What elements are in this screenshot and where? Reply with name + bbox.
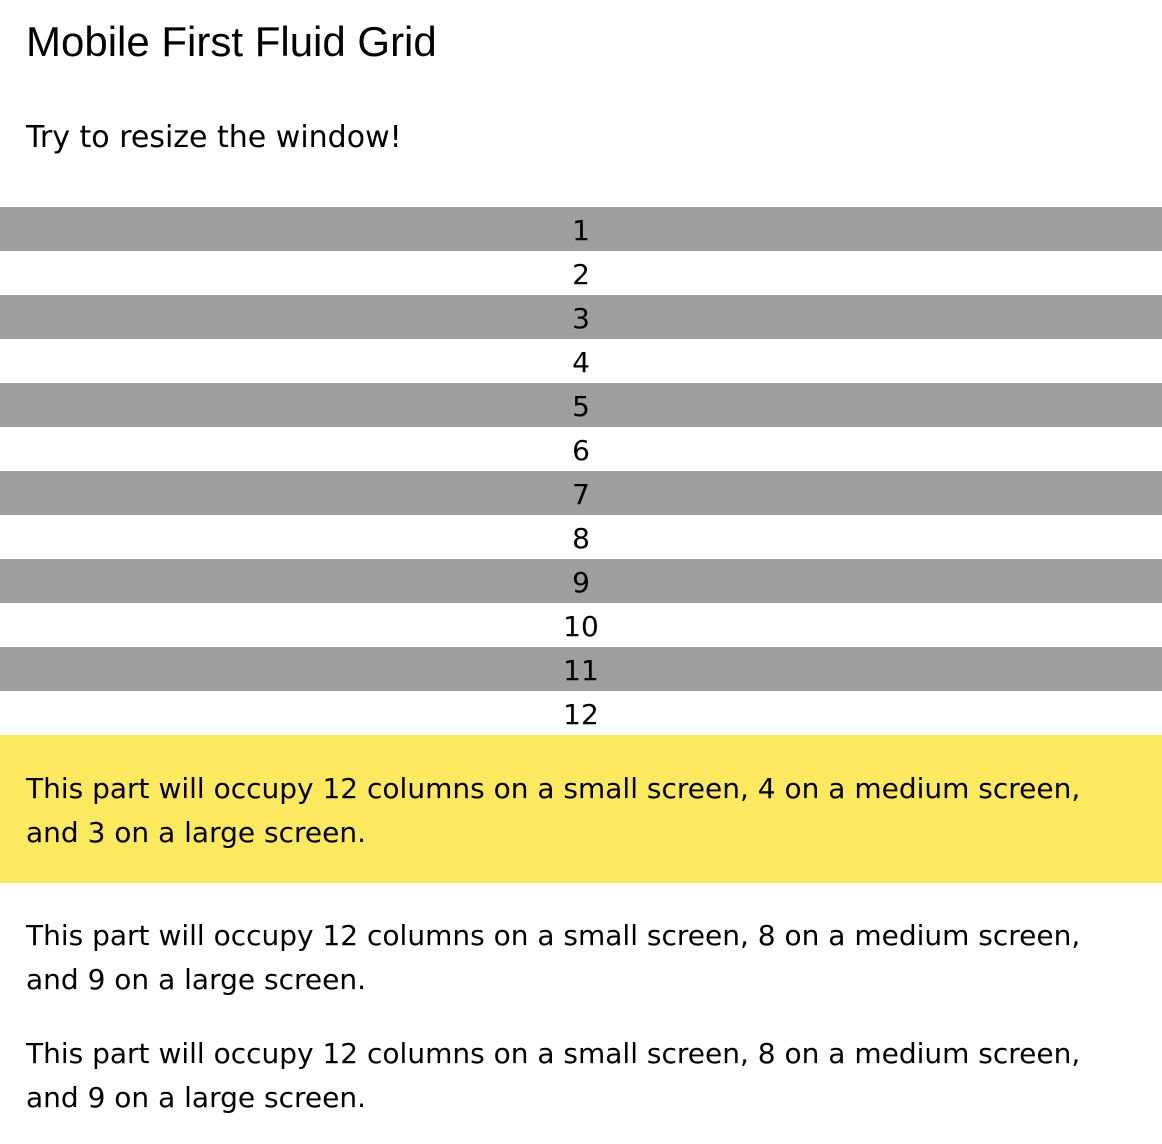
- intro-text: Try to resize the window!: [26, 120, 402, 155]
- page-title: Mobile First Fluid Grid: [26, 18, 437, 65]
- section-text: This part will occupy 12 columns on a small screen, 8 on a medium screen, and 9 on a large screen.: [26, 1037, 1081, 1114]
- grid-column-5: 5: [0, 383, 1162, 427]
- grid-column-3: 3: [0, 295, 1162, 339]
- grid-column-10: 10: [563, 610, 599, 643]
- grid-column-1: 1: [0, 207, 1162, 251]
- grid-column-11: 11: [0, 647, 1162, 691]
- grid-column-8: 8: [572, 522, 590, 555]
- highlighted-section: [0, 735, 1162, 883]
- grid-column-12: 12: [563, 698, 599, 731]
- grid-column-6: 6: [572, 434, 590, 467]
- grid-column-2: 2: [572, 258, 590, 291]
- section-text: This part will occupy 12 columns on a small screen, 4 on a medium screen, and 3 on a large screen.: [26, 772, 1081, 849]
- column-grid: [0, 207, 1162, 735]
- grid-column-7: 7: [0, 471, 1162, 515]
- grid-column-9: 9: [0, 559, 1162, 603]
- grid-column-4: 4: [572, 346, 590, 379]
- section-text: This part will occupy 12 columns on a small screen, 8 on a medium screen, and 9 on a large screen.: [26, 919, 1081, 996]
